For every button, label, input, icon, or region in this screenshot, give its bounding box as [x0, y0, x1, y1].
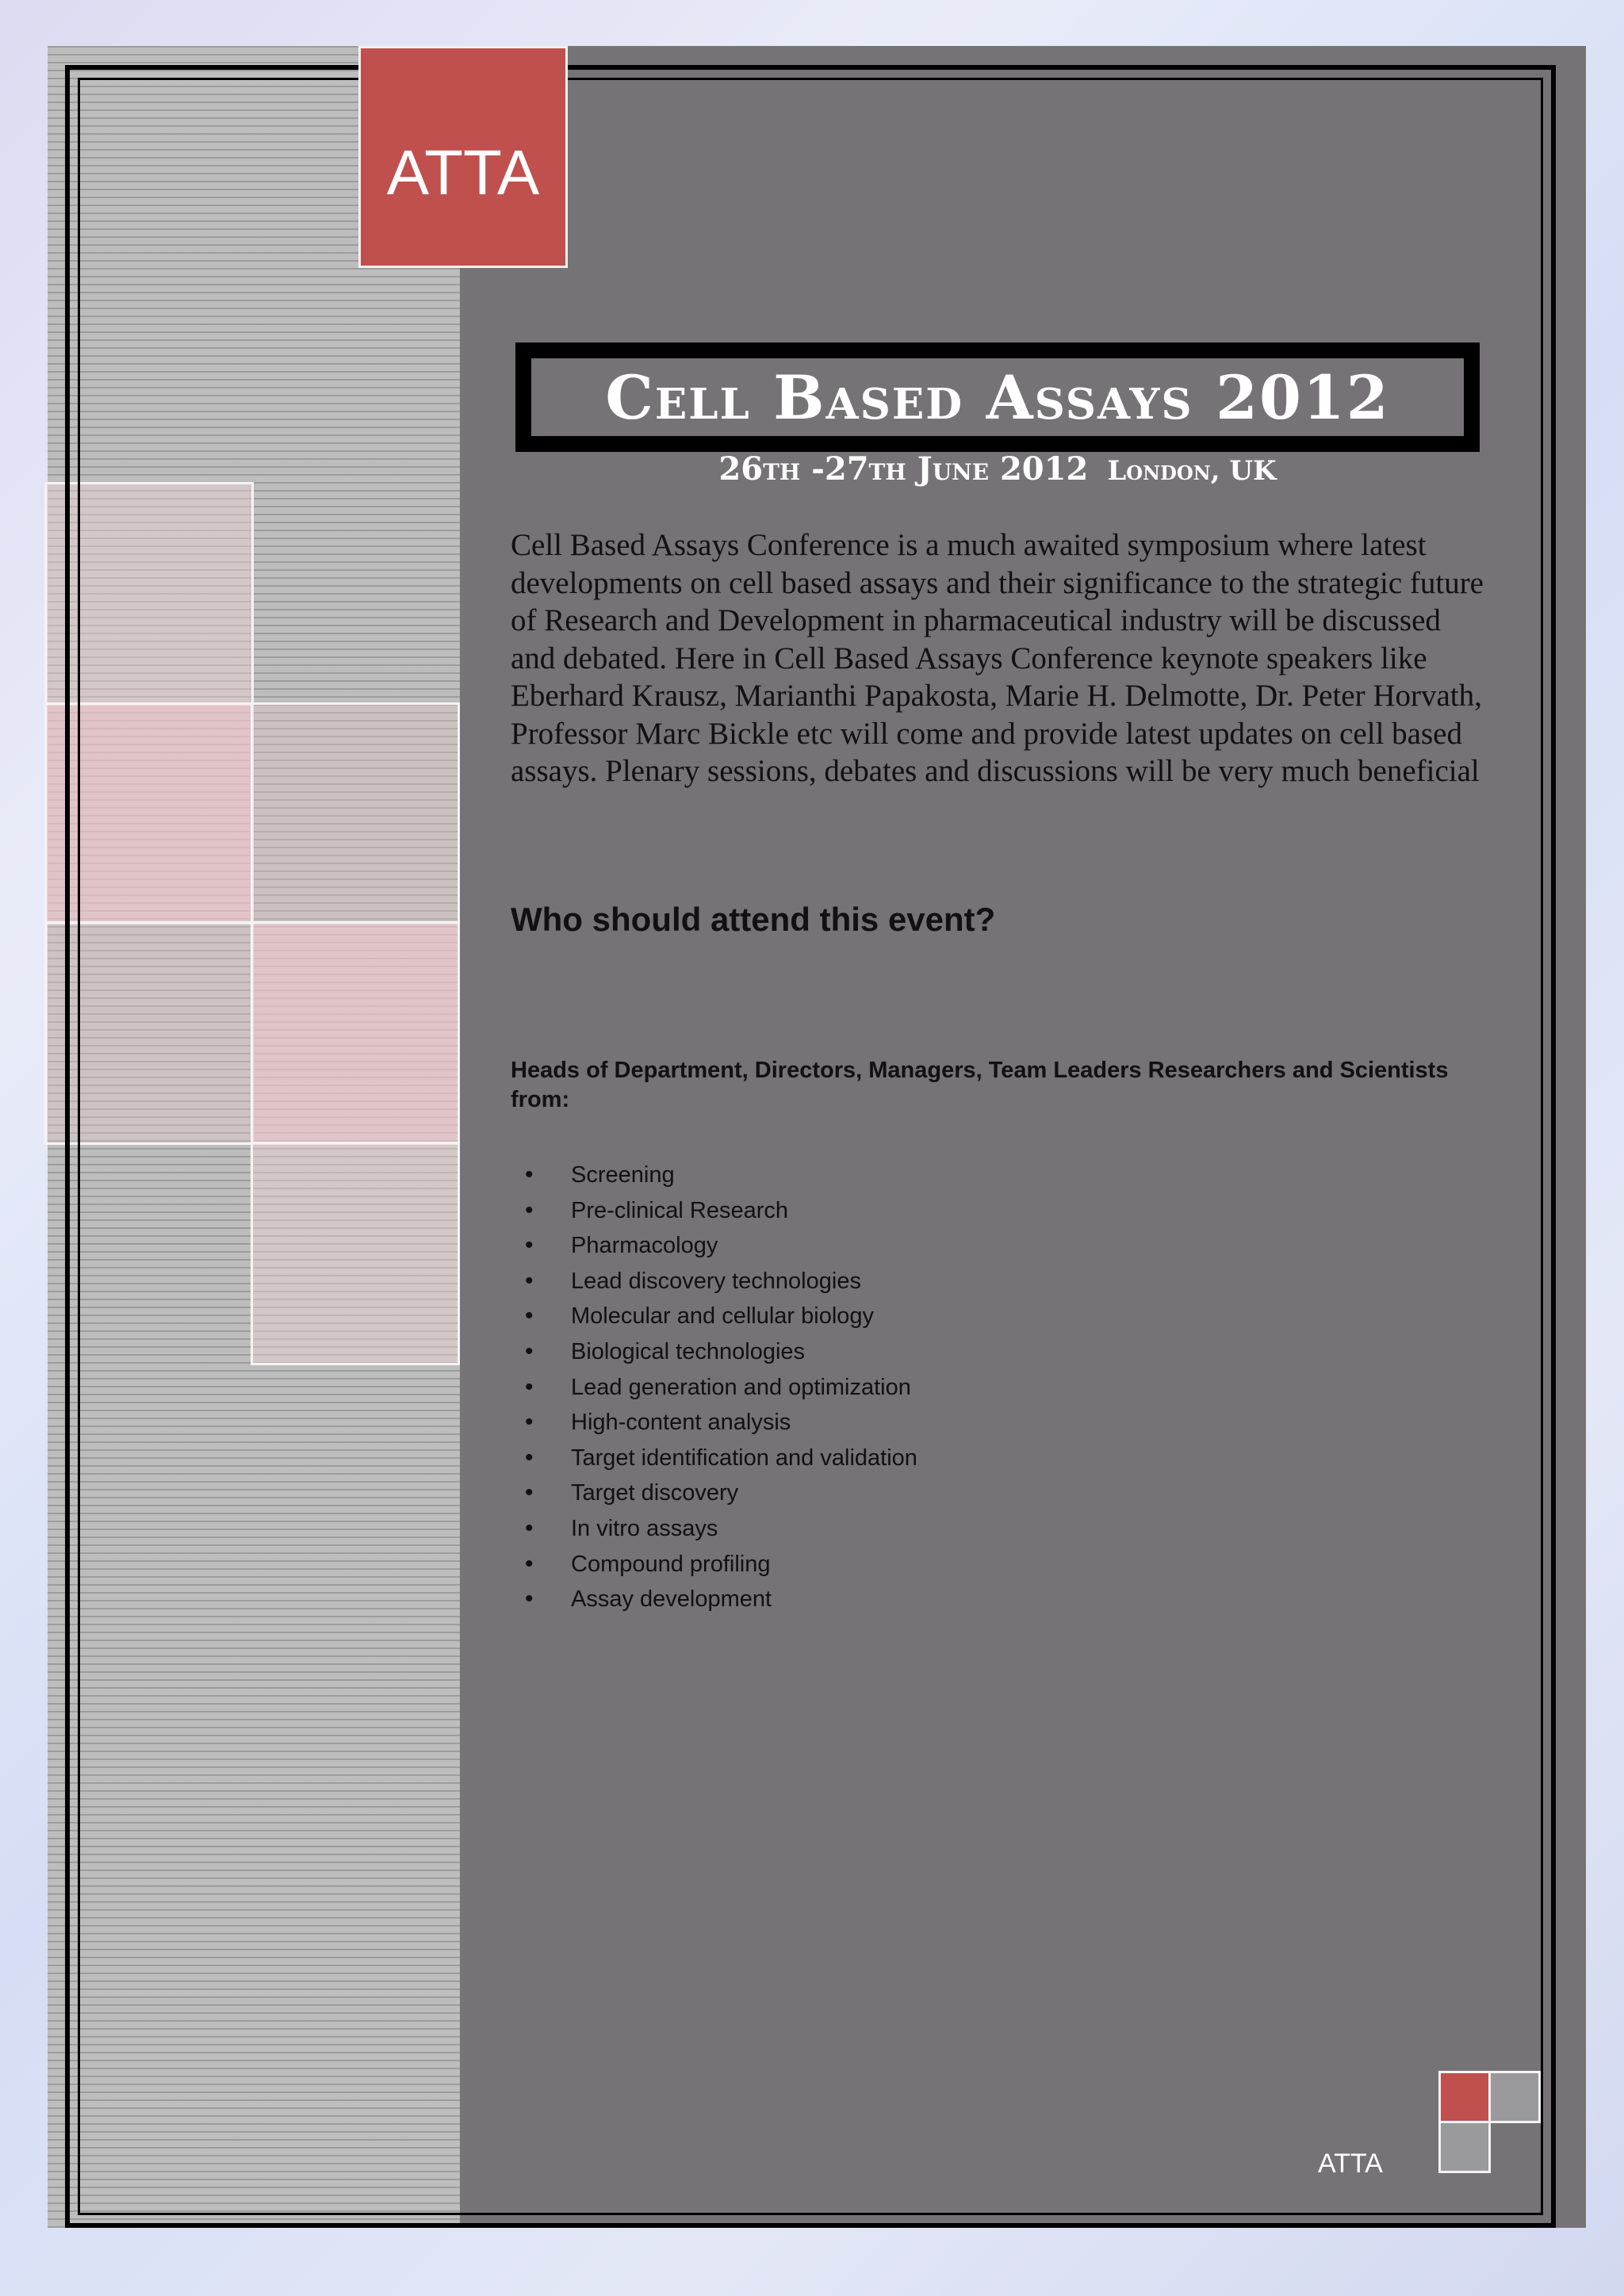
bullet-icon: •: [525, 1267, 534, 1294]
list-item: [511, 1264, 1462, 1299]
bullet-icon: •: [525, 1161, 534, 1188]
list-item: [511, 1158, 1462, 1193]
list-item-label: Compound profiling: [571, 1551, 771, 1577]
footer-square-red: [1438, 2071, 1491, 2123]
bullet-icon: •: [525, 1550, 534, 1577]
list-item-label: Screening: [571, 1162, 675, 1188]
bullet-icon: •: [525, 1303, 534, 1330]
event-date: 26th -27th June 2012: [718, 450, 1089, 488]
footer-square-gray: [1438, 2121, 1491, 2173]
attend-heading: Who should attend this event?: [511, 901, 996, 938]
list-item-label: In vitro assays: [571, 1515, 718, 1541]
list-item-label: Lead discovery technologies: [571, 1268, 861, 1294]
list-item: [511, 1582, 1462, 1617]
list-item: [511, 1334, 1462, 1370]
list-item: [511, 1511, 1462, 1547]
page-title: Cell Based Assays 2012: [531, 358, 1464, 436]
event-subtitle: [515, 450, 1480, 488]
list-item: [511, 1193, 1462, 1229]
list-item-label: Assay development: [571, 1586, 772, 1613]
list-item: [511, 1405, 1462, 1441]
footer-square-gray: [1488, 2071, 1541, 2123]
bullet-icon: •: [525, 1514, 534, 1541]
list-item-label: High-content analysis: [571, 1410, 791, 1436]
event-location: London, UK: [1107, 455, 1277, 487]
list-item: [511, 1228, 1462, 1264]
list-item: [511, 1299, 1462, 1334]
list-item: [511, 1475, 1462, 1511]
footer-brand: ATTA: [1318, 2149, 1383, 2179]
bullet-icon: •: [525, 1196, 534, 1223]
list-item-label: Lead generation and optimization: [571, 1374, 911, 1400]
list-item: [511, 1441, 1462, 1476]
logo-text: ATTA: [386, 137, 540, 208]
list-item-label: Pharmacology: [571, 1233, 718, 1259]
bullet-icon: •: [525, 1373, 534, 1400]
attend-list: [511, 1158, 1462, 1617]
bullet-icon: •: [525, 1232, 534, 1259]
logo-box: [358, 46, 568, 268]
attend-subheading: Heads of Department, Directors, Managers, Team Leaders Researchers and Scientists from:: [511, 1058, 1449, 1112]
list-item-label: Target identification and validation: [571, 1445, 917, 1471]
bullet-icon: •: [525, 1409, 534, 1436]
bullet-icon: •: [525, 1444, 534, 1471]
list-item: [511, 1370, 1462, 1406]
title-box: [515, 342, 1480, 452]
list-item: [511, 1547, 1462, 1582]
list-item-label: Molecular and cellular biology: [571, 1303, 875, 1330]
list-item-label: Biological technologies: [571, 1338, 806, 1364]
list-item-label: Pre-clinical Research: [571, 1197, 788, 1223]
bullet-icon: •: [525, 1479, 534, 1506]
list-item-label: Target discovery: [571, 1480, 739, 1506]
intro-paragraph: Cell Based Assays Conference is a much awaited symposium where latest developments on cell based assays and their significance to the strategic future of Research and Development in pharmaceutical industry will be discussed and debated. Here in Cell Based Assays Conference keynote speakers like Eberhard Krausz, Marianthi Papakosta, Marie H. Delmotte, Dr. Peter Horvath, Professor Marc Bickle etc will come and provide latest updates on cell based assays. Plenary sessions, debates and discussions will be very much beneficial: [511, 528, 1484, 788]
bullet-icon: •: [525, 1586, 534, 1613]
bullet-icon: •: [525, 1337, 534, 1364]
